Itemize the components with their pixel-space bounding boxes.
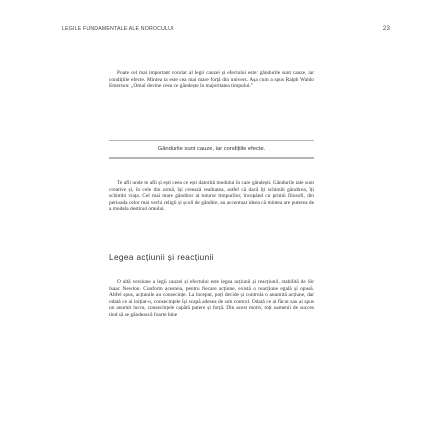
paragraph: O altă versiune a legii cauzei și efectului este legea acțiunii și reacțiunii, stabilită de Sir Isaac Newton. Conform acesteia, pentru fiecare acțiune, există o reacțiune egală și opusă. Altfel spus, acțiunile au consecințe. La început, poți decide și controla o anumită acțiune, dar odată ce ai inițiat-o, consecințele își scapă adesea de sub control. Odată ce ai făcut sau ai spus un anumit lucru, consecințele capătă putere și forță. Din acest motiv, toți oamenii de succes tind să se gândească foarte bine [109,279,314,318]
paragraph: Te afli unde te afli și ești ceea ce ești datorită modului în care gândești. Gândurile tale sunt creative și, în cele din urmă, își creează realitatea, astfel că dacă îți schimbi gândirea, îți schimbi viața. Cel mai mare gânditor al tuturor timpurilor, începând cu primii filosofi, din perioada celor mai vechi religii și școli de gândire, au accentuat ideea că mintea are puterea de a modela destinul omului. [109,180,314,213]
pull-quote-box [109,140,314,159]
pull-quote: Gândurile sunt cauze, iar condițiile efecte. [157,146,266,153]
running-head: LEGILE FUNDAMENTALE ALE NOROCULUI [62,26,174,32]
divider-line [109,157,314,158]
divider-line [109,140,314,141]
section-heading: Legea acțiunii și reacțiunii [109,253,214,262]
page-number: 23 [382,26,390,32]
paragraph: Poate cel mai important corolar al legii cauzei și efectului este: gândurile sunt cauze, iar condițiile efecte. Mintea ta este cea mai mare forță din univers. Așa cum a spus Ralph Waldo Emerson: „Omul devine ceea ce gândește în majoritatea timpului.” [109,70,314,90]
